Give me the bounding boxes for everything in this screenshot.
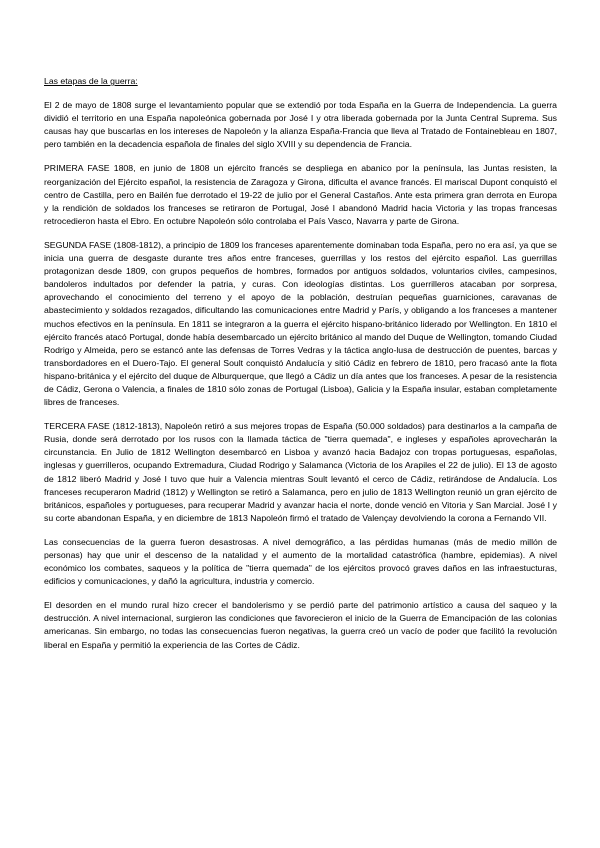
paragraph-consecuencias: Las consecuencias de la guerra fueron desastrosas. A nivel demográfico, a las pérdidas humanas (más de medio millón de personas) hay que unir el descenso de la natalidad y el aumento de la mortalidad catastrófica (hambre, epidemias). A nivel económico los combates, saqueos y la política de "tierra quemada" de los ejércitos provocó graves daños en las infraestucturas, edificios y comunicaciones, y dañó la agricultura, industria y comercio. — [44, 536, 557, 587]
paragraph-primera-fase: PRIMERA FASE 1808, en junio de 1808 un ejército francés se despliega en abanico por la península, las Juntas resisten, la reorganización del Ejército español, la resistencia de Zaragoza y Girona, dificulta el avance francés. El mariscal Dupont conquistó el centro de Castilla, pero en Bailén fue derrotado el 19-22 de julio por el General Castaños. Ante esta primera gran derrota en Europa y la rendición de soldados los franceses se retiraron de Portugal, José I abandonó Madrid hacia Victoria y las tropas francesas retrocedieron hasta el Ebro. En octubre Napoleón sólo controlaba el País Vasco, Navarra y parte de Girona. — [44, 163, 557, 226]
paragraph-desorden: El desorden en el mundo rural hizo crecer el bandolerismo y se perdió parte del patrimonio artístico a causa del saqueo y la destrucción. A nivel internacional, surgieron las condiciones que favorecieron el inicio de la Guerra de Emancipación de las colonias americanas. Sin embargo, no todas las consecuencias fueron negativas, la guerra creó un vacío de poder que facilitó la revolución liberal en España y permitió la experiencia de las Cortes de Cádiz. — [44, 600, 557, 650]
document-title: Las etapas de la guerra: — [44, 76, 138, 86]
document-page — [44, 75, 557, 663]
paragraph-segunda-fase: SEGUNDA FASE (1808-1812), a principio de 1809 los franceses aparentemente dominaban toda España, pero no era así, ya que se inicia una guerra de desgaste durante tres años entre franceses, guerrillas y los restos del ejército español. Las guerrillas protagonizan desde 1809, con grupos pequeños de hombres, formados por antiguos soldados, voluntarios civiles, campesinos, bandoleros indultados por defender la patria, y curas. Con ideologías distintas. Los guerrilleros atacaban por sorpresa, aprovechando el conocimiento del terreno y el apoyo de la población, destruían pequeñas guarniciones, caravanas de abastecimiento y soldados rezagados, dificultando las comunicaciones entre Madrid y París, y obligando a los franceses a mantener muchos efectivos en la península. En 1811 se integraron a la guerra el ejército hispano-británico liderado por Wellington. En 1810 el ejército francés atacó Portugal, donde había desembarcado un ejército británico al mando del Duque de Wellington, tomando Ciudad Rodrigo y Almeida, pero se estancó ante las defensas de Torres Vedras y la táctica anglo-lusa de destrucción de puentes, barcas y transbordadores en el Duero-Tajo. El general Soult conquistó Andalucía y sitió Cádiz en febrero de 1810, pero fracasó ante la flota hispano-británica y el ejército del duque de Alburquerque, que llegó a Cádiz un día antes que los franceses. A pesar de la resistencia de Cádiz, Gerona o Valencia, a finales de 1810 sólo zonas de Portugal (Lisboa), Galicia y la España insular, estaban completamente libres de franceses. — [44, 239, 557, 408]
paragraph-intro: El 2 de mayo de 1808 surge el levantamiento popular que se extendió por toda España en la Guerra de Independencia. La guerra dividió el territorio en una España napoleónica gobernada por José I y otra liberada gobernada por la Junta Central Suprema. Sus causas hay que buscarlas en los intereses de Napoleón y la alianza España-Francia que lleva al Tratado de Fontainebleau en 1807, pero también en la decadencia española de finales del siglo XVIII y su dependencia de Francia. — [44, 100, 557, 150]
paragraph-tercera-fase: TERCERA FASE (1812-1813), Napoleón retiró a sus mejores tropas de España (50.000 soldados) para destinarlos a la campaña de Rusia, donde será derrotado por los rusos con la llamada táctica de "tierra quemada", e ingleses y españoles aprovecharán la circunstancia. En Julio de 1812 Wellington desembarcó en Lisboa y avanzó hacia Badajoz con tropas portuguesas, españolas, inglesas y guerrilleros, ocupando Extremadura, Ciudad Rodrigo y Salamanca (Victoria de los Arapiles el 22 de julio). El 13 de agosto de 1812 liberó Madrid y José I tuvo que huir a Valencia mientras Soult levantó el cerco de Cádiz, retirándose de Andalucía. Los franceses recuperaron Madrid (1812) y Wellington se retiró a Salamanca, pero en julio de 1813 Wellington reunió un gran ejército de británicos, españoles y portugueses, para recuperar Madrid y avanzar hacia el norte, donde venció en Vitoria y San Marcial. José I y su corte abandonan España, y en diciembre de 1813 Napoleón firmó el tratado de Valençay devolviendo la corona a Fernando VII. — [44, 421, 557, 523]
